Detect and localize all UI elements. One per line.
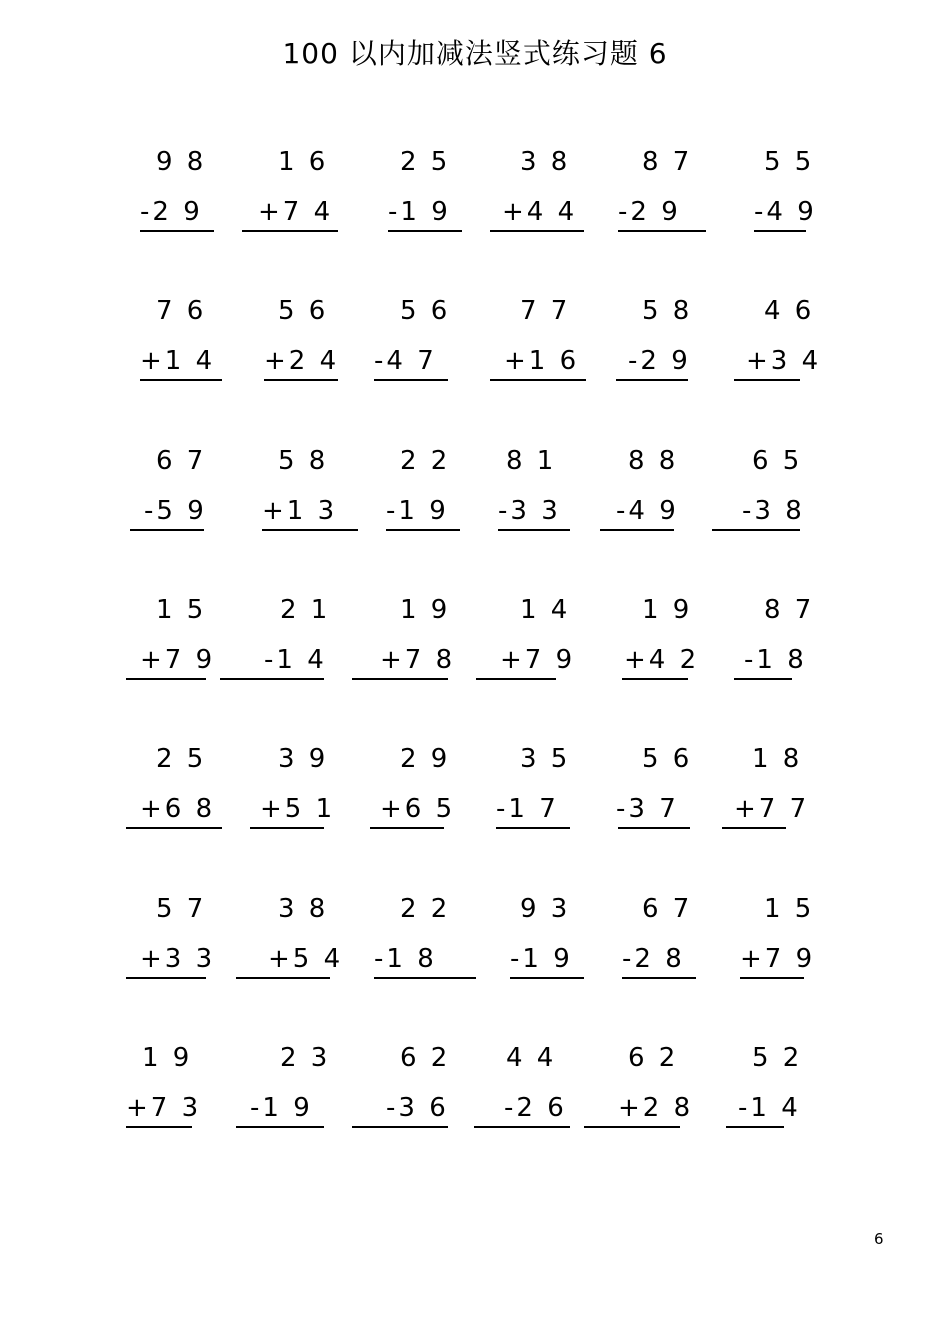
minuend-number: 5 8	[642, 296, 693, 326]
minuend-number: 5 2	[752, 1043, 803, 1073]
vertical-problem	[480, 446, 600, 546]
vertical-problem	[720, 595, 840, 695]
minuend-number: 2 3	[280, 1043, 331, 1073]
vertical-problem	[360, 296, 480, 396]
minuend-number: 4 6	[764, 296, 815, 326]
minuend-number: 6 7	[156, 446, 207, 476]
operand-with-operator: -3 6	[386, 1093, 449, 1123]
answer-line	[374, 379, 448, 381]
vertical-problem	[360, 147, 480, 247]
minuend-number: 5 5	[764, 147, 815, 177]
answer-line	[726, 1126, 784, 1128]
answer-line	[618, 827, 690, 829]
answer-line	[496, 827, 570, 829]
vertical-problem	[720, 894, 840, 994]
answer-line	[242, 230, 338, 232]
vertical-problem	[118, 446, 238, 546]
vertical-problem	[480, 894, 600, 994]
problem-row	[0, 296, 950, 396]
vertical-problem	[600, 744, 720, 844]
vertical-problem	[720, 296, 840, 396]
vertical-problem	[600, 296, 720, 396]
minuend-number: 2 2	[400, 894, 451, 924]
minuend-number: 5 6	[278, 296, 329, 326]
minuend-number: 1 4	[520, 595, 571, 625]
minuend-number: 1 9	[400, 595, 451, 625]
answer-line	[220, 678, 324, 680]
operand-with-operator: -4 9	[616, 496, 679, 526]
minuend-number: 8 8	[628, 446, 679, 476]
minuend-number: 4 4	[506, 1043, 557, 1073]
operand-with-operator: -2 9	[618, 197, 681, 227]
minuend-number: 2 5	[156, 744, 207, 774]
vertical-problem	[480, 1043, 600, 1143]
vertical-problem	[240, 1043, 360, 1143]
answer-line	[262, 529, 358, 531]
vertical-problem	[240, 147, 360, 247]
minuend-number: 7 6	[156, 296, 207, 326]
answer-line	[126, 827, 222, 829]
operand-with-operator: -1 8	[744, 645, 807, 675]
operand-with-operator: +2 8	[618, 1093, 694, 1123]
answer-line	[140, 230, 214, 232]
minuend-number: 5 8	[278, 446, 329, 476]
minuend-number: 8 7	[642, 147, 693, 177]
operand-with-operator: +1 6	[504, 346, 580, 376]
vertical-problem	[720, 147, 840, 247]
operand-with-operator: -2 8	[622, 944, 685, 974]
minuend-number: 2 9	[400, 744, 451, 774]
answer-line	[622, 678, 688, 680]
answer-line	[490, 230, 584, 232]
minuend-number: 1 6	[278, 147, 329, 177]
vertical-problem	[480, 147, 600, 247]
vertical-problem	[240, 894, 360, 994]
vertical-problem	[360, 595, 480, 695]
vertical-problem	[118, 1043, 238, 1143]
operand-with-operator: -1 4	[264, 645, 327, 675]
operand-with-operator: -3 8	[742, 496, 805, 526]
operand-with-operator: -2 9	[628, 346, 691, 376]
minuend-number: 6 5	[752, 446, 803, 476]
answer-line	[712, 529, 800, 531]
answer-line	[584, 1126, 680, 1128]
answer-line	[236, 977, 330, 979]
answer-line	[264, 379, 338, 381]
minuend-number: 3 5	[520, 744, 571, 774]
minuend-number: 2 5	[400, 147, 451, 177]
answer-line	[126, 678, 206, 680]
problem-row	[0, 894, 950, 994]
operand-with-operator: -1 9	[250, 1093, 313, 1123]
vertical-problem	[118, 147, 238, 247]
answer-line	[236, 1126, 324, 1128]
answer-line	[722, 827, 786, 829]
operand-with-operator: +1 4	[140, 346, 216, 376]
answer-line	[476, 678, 556, 680]
answer-line	[498, 529, 570, 531]
minuend-number: 1 5	[764, 894, 815, 924]
operand-with-operator: +7 7	[734, 794, 810, 824]
operand-with-operator: -1 7	[496, 794, 559, 824]
operand-with-operator: -2 9	[140, 197, 203, 227]
minuend-number: 2 1	[280, 595, 331, 625]
minuend-number: 7 7	[520, 296, 571, 326]
problem-row	[0, 147, 950, 247]
vertical-problem	[600, 147, 720, 247]
operand-with-operator: -1 4	[738, 1093, 801, 1123]
answer-line	[490, 379, 586, 381]
vertical-problem	[600, 1043, 720, 1143]
minuend-number: 9 8	[156, 147, 207, 177]
operand-with-operator: +7 9	[740, 944, 816, 974]
minuend-number: 6 2	[400, 1043, 451, 1073]
operand-with-operator: +7 8	[380, 645, 456, 675]
operand-with-operator: -2 6	[504, 1093, 567, 1123]
minuend-number: 5 6	[642, 744, 693, 774]
minuend-number: 6 7	[642, 894, 693, 924]
operand-with-operator: +1 3	[262, 496, 338, 526]
minuend-number: 1 5	[156, 595, 207, 625]
operand-with-operator: +4 4	[502, 197, 578, 227]
answer-line	[388, 230, 462, 232]
operand-with-operator: +7 9	[500, 645, 576, 675]
vertical-problem	[480, 296, 600, 396]
vertical-problem	[360, 1043, 480, 1143]
vertical-problem	[720, 744, 840, 844]
operand-with-operator: +3 3	[140, 944, 216, 974]
vertical-problem	[118, 595, 238, 695]
page-title: 100 以内加减法竖式练习题 6	[282, 37, 668, 70]
operand-with-operator: -4 7	[374, 346, 437, 376]
answer-line	[130, 529, 204, 531]
operand-with-operator: +5 1	[260, 794, 336, 824]
vertical-problem	[118, 894, 238, 994]
operand-with-operator: +7 4	[258, 197, 334, 227]
vertical-problem	[360, 894, 480, 994]
vertical-problem	[360, 744, 480, 844]
vertical-problem	[600, 894, 720, 994]
operand-with-operator: -5 9	[144, 496, 207, 526]
answer-line	[740, 977, 804, 979]
minuend-number: 3 9	[278, 744, 329, 774]
operand-with-operator: -1 9	[386, 496, 449, 526]
answer-line	[386, 529, 460, 531]
answer-line	[352, 1126, 448, 1128]
vertical-problem	[480, 744, 600, 844]
answer-line	[474, 1126, 570, 1128]
problem-row	[0, 1043, 950, 1143]
minuend-number: 8 7	[764, 595, 815, 625]
answer-line	[754, 230, 806, 232]
minuend-number: 8 1	[506, 446, 557, 476]
operand-with-operator: +7 3	[126, 1093, 202, 1123]
operand-with-operator: -1 8	[374, 944, 437, 974]
problem-row	[0, 595, 950, 695]
answer-line	[622, 977, 696, 979]
operand-with-operator: +4 2	[624, 645, 700, 675]
problem-row	[0, 744, 950, 844]
operand-with-operator: +7 9	[140, 645, 216, 675]
answer-line	[734, 678, 792, 680]
minuend-number: 3 8	[278, 894, 329, 924]
vertical-problem	[118, 296, 238, 396]
answer-line	[126, 977, 206, 979]
minuend-number: 1 9	[142, 1043, 193, 1073]
operand-with-operator: -4 9	[754, 197, 817, 227]
vertical-problem	[240, 595, 360, 695]
vertical-problem	[360, 446, 480, 546]
operand-with-operator: -3 7	[616, 794, 679, 824]
answer-line	[370, 827, 444, 829]
answer-line	[374, 977, 476, 979]
operand-with-operator: +5 4	[268, 944, 344, 974]
minuend-number: 3 8	[520, 147, 571, 177]
minuend-number: 5 7	[156, 894, 207, 924]
vertical-problem	[118, 744, 238, 844]
vertical-problem	[600, 446, 720, 546]
answer-line	[734, 379, 800, 381]
answer-line	[140, 379, 222, 381]
minuend-number: 6 2	[628, 1043, 679, 1073]
answer-line	[616, 379, 688, 381]
vertical-problem	[240, 744, 360, 844]
minuend-number: 9 3	[520, 894, 571, 924]
answer-line	[600, 529, 674, 531]
answer-line	[510, 977, 584, 979]
operand-with-operator: -3 3	[498, 496, 561, 526]
vertical-problem	[480, 595, 600, 695]
vertical-problem	[600, 595, 720, 695]
operand-with-operator: -1 9	[388, 197, 451, 227]
vertical-problem	[240, 446, 360, 546]
operand-with-operator: +6 5	[380, 794, 456, 824]
page-number: 6	[874, 1230, 884, 1248]
minuend-number: 1 9	[642, 595, 693, 625]
answer-line	[352, 678, 448, 680]
answer-line	[618, 230, 706, 232]
minuend-number: 5 6	[400, 296, 451, 326]
vertical-problem	[240, 296, 360, 396]
problem-row	[0, 446, 950, 546]
vertical-problem	[720, 446, 840, 546]
operand-with-operator: +3 4	[746, 346, 822, 376]
operand-with-operator: -1 9	[510, 944, 573, 974]
vertical-problem	[720, 1043, 840, 1143]
minuend-number: 1 8	[752, 744, 803, 774]
answer-line	[250, 827, 324, 829]
answer-line	[126, 1126, 192, 1128]
minuend-number: 2 2	[400, 446, 451, 476]
operand-with-operator: +6 8	[140, 794, 216, 824]
operand-with-operator: +2 4	[264, 346, 340, 376]
